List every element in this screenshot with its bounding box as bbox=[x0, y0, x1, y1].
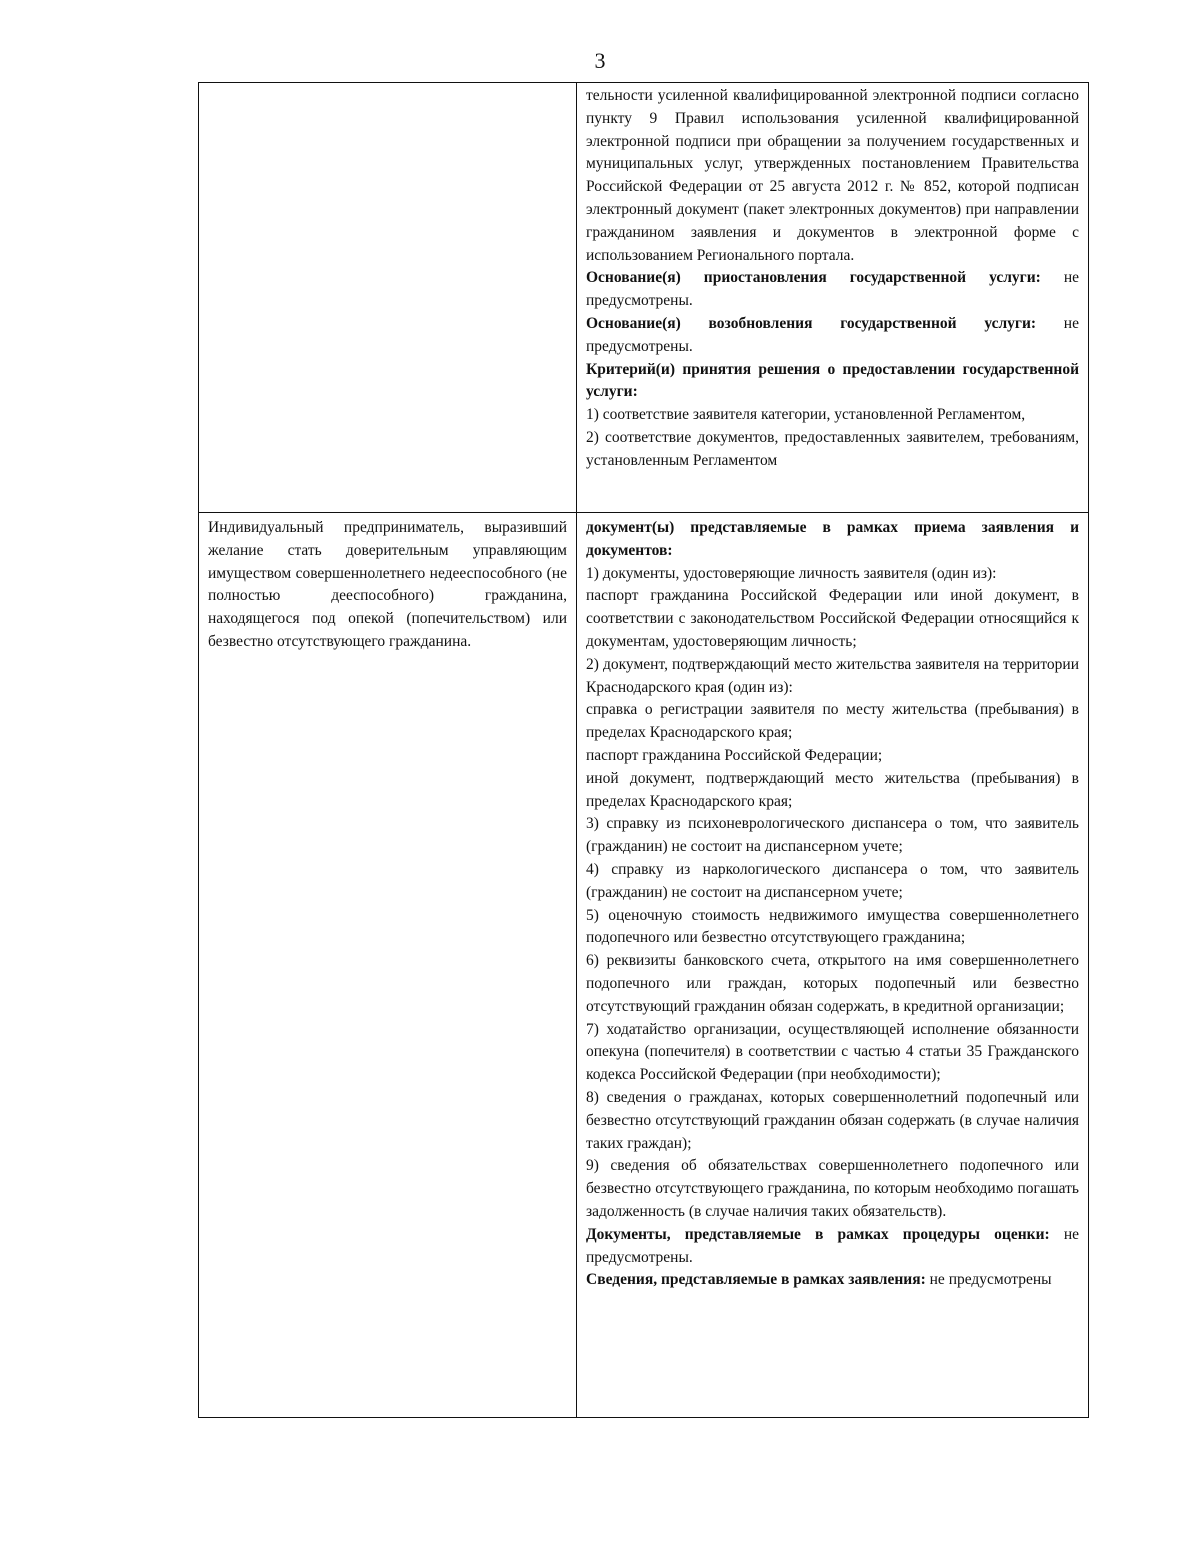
document-item: иной документ, подтверждающий место жительства (пребывания) в пределах Краснодарского края; bbox=[586, 769, 1079, 810]
info-value: не предусмотрены bbox=[925, 1271, 1052, 1289]
assessment-label: Документы, представляемые в рамках процедуры оценки: bbox=[586, 1225, 1050, 1243]
documents-label: документ(ы) представляемые в рамках приема заявления и документов: bbox=[586, 519, 1079, 559]
assessment-value: не предусмотрены. bbox=[586, 1225, 1079, 1266]
applicant-cell bbox=[199, 83, 577, 513]
suspension-value: не предусмотрены. bbox=[586, 269, 1079, 310]
criteria-item: 2) соответствие документов, предоставленных заявителем, требованиям, установленным Регламентом bbox=[586, 428, 1079, 469]
document-item: паспорт гражданина Российской Федерации; bbox=[586, 746, 883, 764]
document-item: 9) сведения об обязательствах совершеннолетнего подопечного или безвестно отсутствующего гражданина, по которым необходимо погашать задолженность (в случае наличия таких обязательств). bbox=[586, 1157, 1079, 1220]
service-table bbox=[198, 82, 1089, 1418]
document-item: справка о регистрации заявителя по месту жительства (пребывания) в пределах Краснодарского края; bbox=[586, 701, 1079, 742]
signature-check-text: тельности усиленной квалифицированной электронной подписи согласно пункту 9 Правил использования усиленной квалифицированной электронной подписи при обращении за получением государственных и муниципальных услуг, утвержденных постановлением Правительства Российской Федерации от 25 августа 2012 г. № 852, которой подписан электронный документ (пакет электронных документов) при направлении гражданином заявления и документов в электронной форме с использованием Регионального портала. bbox=[586, 87, 1079, 264]
document-item: 2) документ, подтверждающий место жительства заявителя на территории Краснодарского края (один из): bbox=[586, 655, 1079, 696]
table-row bbox=[199, 83, 1089, 513]
applicant-description: Индивидуальный предприниматель, выразивший желание стать доверительным управляющим имуществом совершеннолетнего недееспособного (не полностью дееспособного) гражданина, находящегося под опекой (попечительством) или безвестно отсутствующего гражданина. bbox=[208, 519, 567, 650]
suspension-label: Основание(я) приостановления государственной услуги: bbox=[586, 269, 1041, 287]
document-item: 4) справку из наркологического диспансера о том, что заявитель (гражданин) не состоит на диспансерном учете; bbox=[586, 860, 1079, 901]
details-cell bbox=[577, 83, 1089, 513]
applicant-cell bbox=[199, 513, 577, 1418]
resumption-grounds bbox=[586, 313, 1079, 359]
document-item: 3) справку из психоневрологического диспансера о том, что заявитель (гражданин) не состоит на диспансерном учете; bbox=[586, 815, 1079, 856]
criteria-item: 1) соответствие заявителя категории, установленной Регламентом, bbox=[586, 406, 1026, 424]
resumption-label: Основание(я) возобновления государственной услуги: bbox=[586, 314, 1037, 332]
document-item: 6) реквизиты банковского счета, открытого на имя совершеннолетнего подопечного или граждан, которых подопечный или безвестно отсутствующий гражданин обязан содержать, в кредитной организации; bbox=[586, 952, 1079, 1015]
suspension-grounds bbox=[586, 267, 1079, 313]
assessment-documents bbox=[586, 1224, 1079, 1270]
criteria-label: Критерий(и) принятия решения о предоставлении государственной услуги: bbox=[586, 360, 1079, 401]
page-number: 3 bbox=[594, 48, 606, 73]
document-item: 1) документы, удостоверяющие личность заявителя (один из): bbox=[586, 564, 997, 582]
document-item: 5) оценочную стоимость недвижимого имущества совершеннолетнего подопечного или безвестно отсутствующего гражданина; bbox=[586, 906, 1079, 947]
document-item: 8) сведения о гражданах, которых совершеннолетний подопечный или безвестно отсутствующий гражданин обязан содержать (в случае наличия таких граждан); bbox=[586, 1088, 1079, 1152]
table-row bbox=[199, 513, 1089, 1418]
application-info bbox=[586, 1269, 1079, 1292]
info-label: Сведения, представляемые в рамках заявления: bbox=[586, 1271, 926, 1289]
resumption-value: не предусмотрены. bbox=[586, 314, 1079, 355]
details-cell bbox=[577, 513, 1089, 1418]
document-item: паспорт гражданина Российской Федерации или иной документ, в соответствии с законодательством Российской Федерации относящийся к документам, удостоверяющим личность; bbox=[586, 587, 1079, 650]
document-item: 7) ходатайство организации, осуществляющей исполнение обязанности опекуна (попечителя) в соответствии с частью 4 статьи 35 Гражданского кодекса Российской Федерации (при необходимости); bbox=[586, 1020, 1079, 1084]
